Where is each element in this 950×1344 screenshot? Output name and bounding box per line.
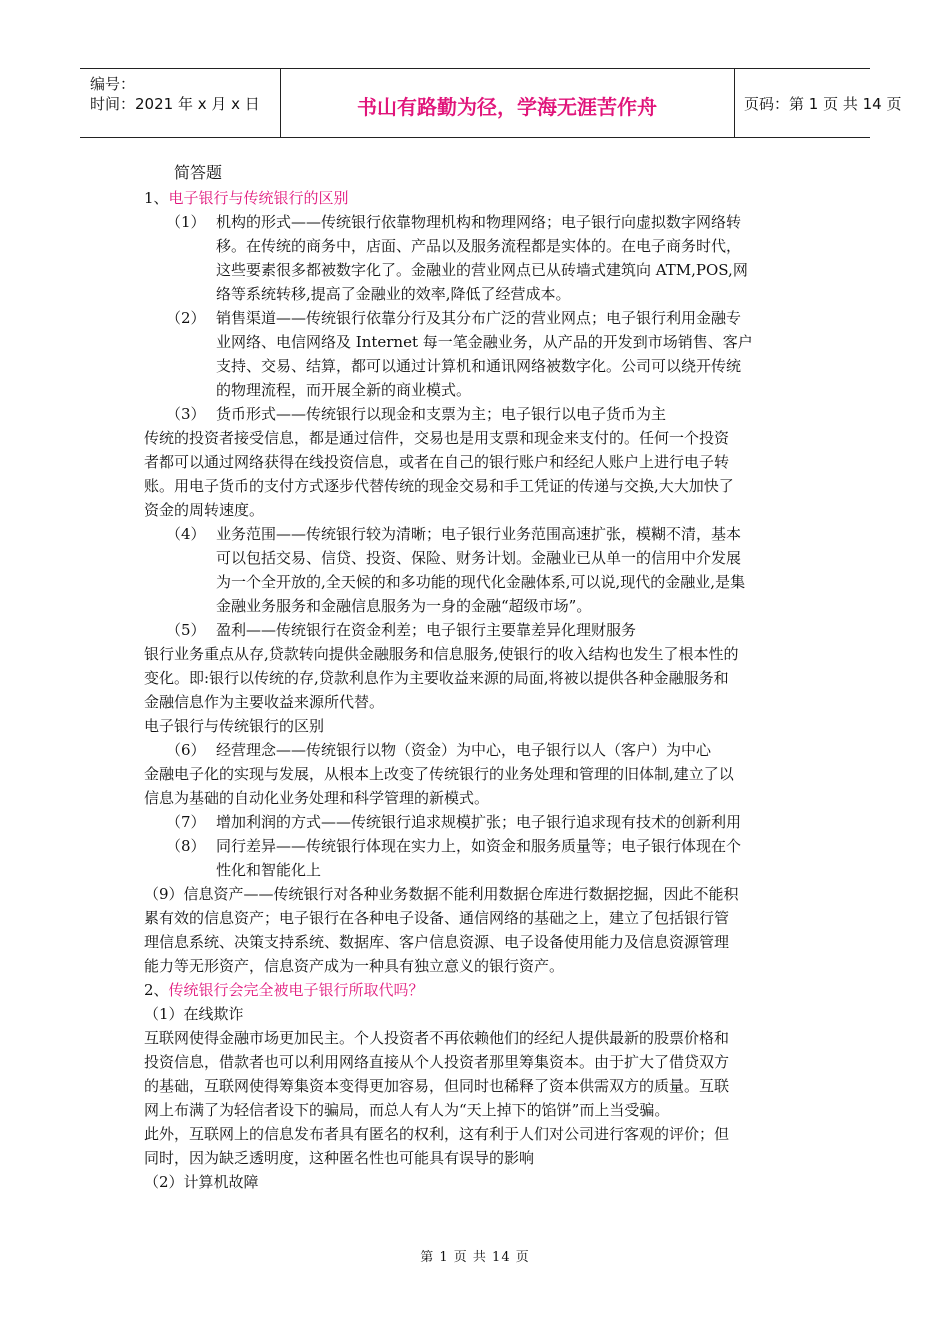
document-body <box>144 160 809 1194</box>
question-2-heading <box>144 978 809 1002</box>
item-number: （4） <box>166 525 206 543</box>
paragraph-line: 的基础，互联网使得筹集资本变得更加容易，但同时也稀释了资本供需双方的质量。互联 <box>144 1077 730 1095</box>
item-6 <box>144 738 809 762</box>
paragraph-line: 投资信息，借款者也可以利用网络直接从个人投资者那里筹集资本。由于扩大了借贷双方 <box>144 1053 730 1071</box>
subsection-heading: （1）在线欺诈 <box>144 1005 244 1023</box>
header-page-cell <box>734 69 902 137</box>
item-text: 货币形式——传统银行以现金和支票为主；电子银行以电子货币为主 <box>216 405 667 423</box>
item-number: （5） <box>166 621 206 639</box>
header-motto-cell <box>280 69 735 137</box>
item-7 <box>144 810 809 834</box>
item-2-line-3: 支持、交易、结算，都可以通过计算机和通讯网络被数字化。公司可以绕开传统 <box>216 357 742 375</box>
paragraph-line: 银行业务重点从存,贷款转向提供金融服务和信息服务,使银行的收入结构也发生了根本性的 <box>144 645 739 663</box>
item-number: （2） <box>166 309 206 327</box>
paragraph-line: 金融信息作为主要收益来源所代替。 <box>144 693 385 711</box>
item-2-line-2: 业网络、电信网络及 Internet 每一笔金融业务，从产品的开发到市场销售、客户 <box>216 333 753 351</box>
question-1-number: 1、 <box>144 189 169 207</box>
paragraph-line: 能力等无形资产，信息资产成为一种具有独立意义的银行资产。 <box>144 957 565 975</box>
question-1-heading <box>144 186 809 210</box>
paragraph-line: 理信息系统、决策支持系统、数据库、客户信息资源、电子设备使用能力及信息资源管理 <box>144 933 730 951</box>
paragraph-line: 资金的周转速度。 <box>144 501 265 519</box>
item-1-line-2: 移。在传统的商务中，店面、产品以及服务流程都是实体的。在电子商务时代， <box>216 237 742 255</box>
item-9: （9）信息资产——传统银行对各种业务数据不能利用数据仓库进行数据挖掘，因此不能积 <box>144 885 739 903</box>
item-number: （6） <box>166 741 206 759</box>
item-text: 盈利——传统银行在资金利差；电子银行主要靠差异化理财服务 <box>216 621 637 639</box>
item-8-line-2: 性化和智能化上 <box>216 861 322 879</box>
paragraph-line: 互联网使得金融市场更加民主。个人投资者不再依赖他们的经纪人提供最新的股票价格和 <box>144 1029 730 1047</box>
subsection-heading: （2）计算机故障 <box>144 1173 259 1191</box>
item-8 <box>144 834 809 858</box>
item-1 <box>144 210 809 234</box>
paragraph-line: 变化。即:银行以传统的存,贷款利息作为主要收益来源的局面,将被以提供各种金融服务和 <box>144 669 729 687</box>
serial-label: 编号： <box>90 75 136 93</box>
item-number: （1） <box>166 213 206 231</box>
item-text: 销售渠道——传统银行依靠分行及其分布广泛的营业网点；电子银行利用金融专 <box>216 309 742 327</box>
question-1-text: 电子银行与传统银行的区别 <box>168 189 349 207</box>
item-1-line-4: 络等系统转移,提高了金融业的效率,降低了经营成本。 <box>216 285 571 303</box>
paragraph-line: 此外，互联网上的信息发布者具有匿名的权利，这有利于人们对公司进行客观的评价；但 <box>144 1125 730 1143</box>
page-info: 页码：第 1 页 共 14 页 <box>744 95 902 113</box>
item-text: 经营理念——传统银行以物（资金）为中心，电子银行以人（客户）为中心 <box>216 741 712 759</box>
paragraph-line: 信息为基础的自动化业务处理和科学管理的新模式。 <box>144 789 490 807</box>
page-header <box>80 68 902 138</box>
item-text: 机构的形式——传统银行依靠物理机构和物理网络；电子银行向虚拟数字网络转 <box>216 213 742 231</box>
item-text: 增加利润的方式——传统银行追求规模扩张；电子银行追求现有技术的创新利用 <box>216 813 742 831</box>
question-2-text: 传统银行会完全被电子银行所取代吗？ <box>168 981 424 999</box>
item-number: （3） <box>166 405 206 423</box>
item-text: 同行差异——传统银行体现在实力上，如资金和服务质量等；电子银行体现在个 <box>216 837 742 855</box>
motto-text: 书山有路勤为径，学海无涯苦作舟 <box>357 95 657 119</box>
section-title: 简答题 <box>174 163 223 182</box>
paragraph-line: 者都可以通过网络获得在线投资信息，或者在自己的银行账户和经纪人账户上进行电子转 <box>144 453 730 471</box>
item-4-line-4: 金融业务服务和金融信息服务为一身的金融“超级市场”。 <box>216 597 592 615</box>
paragraph-line: 金融电子化的实现与发展，从根本上改变了传统银行的业务处理和管理的旧体制,建立了以 <box>144 765 734 783</box>
item-2-line-4: 的物理流程，而开展全新的商业模式。 <box>216 381 472 399</box>
item-3 <box>144 402 809 426</box>
item-2 <box>144 306 809 330</box>
sub-heading: 电子银行与传统银行的区别 <box>144 717 325 735</box>
paragraph-line: 同时，因为缺乏透明度，这种匿名性也可能具有误导的影响 <box>144 1149 535 1167</box>
item-4 <box>144 522 809 546</box>
item-4-line-2: 可以包括交易、信贷、投资、保险、财务计划。金融业已从单一的信用中介发展 <box>216 549 742 567</box>
page-footer: 第 1 页 共 14 页 <box>420 1250 530 1265</box>
paragraph-line: 累有效的信息资产；电子银行在各种电子设备、通信网络的基础之上，建立了包括银行管 <box>144 909 730 927</box>
paragraph-line: 传统的投资者接受信息，都是通过信件，交易也是用支票和现金来支付的。任何一个投资 <box>144 429 730 447</box>
item-4-line-3: 为一个全开放的,全天候的和多功能的现代化金融体系,可以说,现代的金融业,是集 <box>216 573 746 591</box>
paragraph-line: 账。用电子货币的支付方式逐步代替传统的现金交易和手工凭证的传递与交换,大大加快了 <box>144 477 734 495</box>
date-text: 时间：2021 年 x 月 x 日 <box>90 95 260 113</box>
question-2-number: 2、 <box>144 981 169 999</box>
item-number: （8） <box>166 837 206 855</box>
item-1-line-3: 这些要素很多都被数字化了。金融业的营业网点已从砖墙式建筑向 ATM,POS,网 <box>216 261 748 279</box>
item-text: 业务范围——传统银行较为清晰；电子银行业务范围高速扩张，模糊不清，基本 <box>216 525 742 543</box>
item-5 <box>144 618 809 642</box>
item-number: （7） <box>166 813 206 831</box>
paragraph-line: 网上布满了为轻信者设下的骗局，而总人有人为“天上掉下的馅饼”而上当受骗。 <box>144 1101 670 1119</box>
header-meta-cell <box>80 69 281 137</box>
